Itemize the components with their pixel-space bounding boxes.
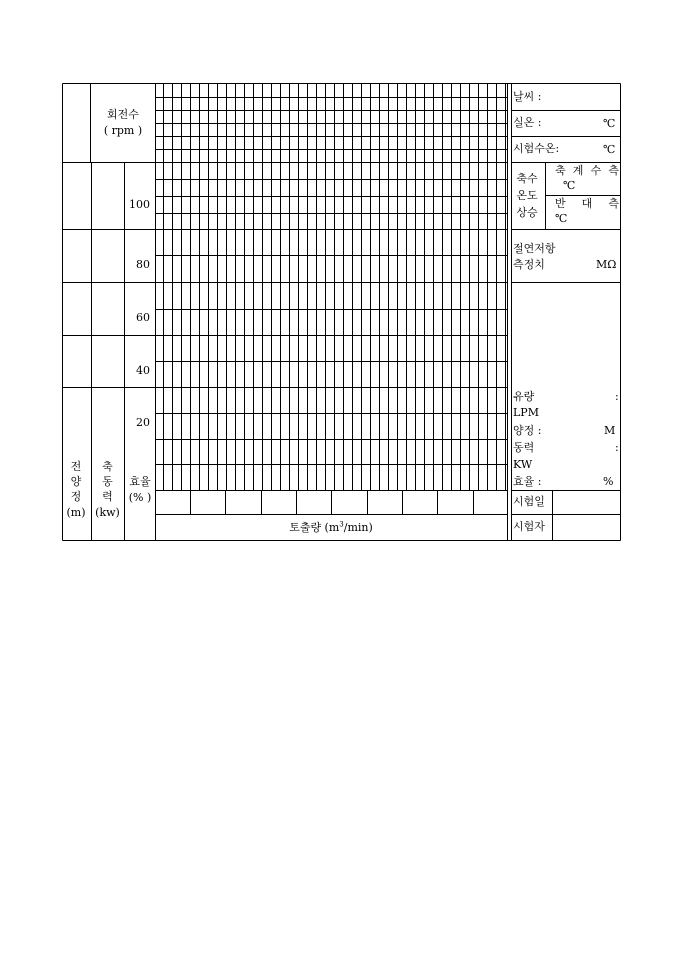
shaft-power-unit: (kw) xyxy=(95,506,120,519)
flow-label: 유량 xyxy=(513,390,535,403)
rpm-title: 회전수 xyxy=(107,108,139,121)
bearing-gauge-char-4: 측 xyxy=(608,164,619,177)
total-head-unit: (m) xyxy=(66,506,86,519)
rpm-unit: ( rpm ) xyxy=(103,124,143,137)
insulation-unit: MΩ xyxy=(596,258,617,271)
test-date-label: 시험일 xyxy=(513,495,545,508)
insulation-title: 절연저항 xyxy=(513,242,556,255)
efficiency-unit: (% ) xyxy=(128,491,152,504)
head-unit: M xyxy=(604,424,616,437)
flow-unit: LPM xyxy=(513,406,539,419)
insulation-value-label: 측정치 xyxy=(513,258,545,271)
bearing-opposite-unit: ℃ xyxy=(555,212,568,225)
bearing-label-3: 상승 xyxy=(516,206,538,219)
percent-tick-20: 20 xyxy=(136,416,150,429)
shaft-power-char-1: 축 xyxy=(102,460,113,473)
bearing-gauge-char-2: 계 xyxy=(572,164,584,177)
discharge-rest: /min) xyxy=(343,521,373,534)
discharge-axis-label xyxy=(155,521,507,534)
bearing-gauge-unit: ℃ xyxy=(563,179,576,192)
discharge-sup: 3 xyxy=(339,520,344,529)
total-head-char-3: 정 xyxy=(70,490,82,503)
bearing-label-2: 온도 xyxy=(516,189,538,202)
room-temp-unit: ℃ xyxy=(603,117,616,130)
bearing-opposite-char-1: 반 xyxy=(555,197,566,210)
bearing-label-1: 축수 xyxy=(516,172,538,185)
bearing-gauge-side xyxy=(555,164,619,177)
discharge-label: 토출량 (m xyxy=(289,521,340,534)
shaft-power-char-3: 력 xyxy=(102,490,113,503)
room-temp-label: 실온 : xyxy=(513,116,542,129)
efficiency-label: 효율 xyxy=(129,475,151,488)
power-colon: : xyxy=(615,441,619,454)
bearing-opposite-side xyxy=(555,197,619,210)
power-unit: KW xyxy=(513,458,533,471)
percent-tick-60: 60 xyxy=(136,311,150,324)
efficiency-info-label: 효율 : xyxy=(513,475,542,488)
percent-tick-100: 100 xyxy=(129,198,150,211)
total-head-char-1: 전 xyxy=(70,460,82,473)
head-label: 양정 : xyxy=(513,424,542,437)
percent-tick-40: 40 xyxy=(136,364,150,377)
test-water-temp-label: 시험수온: xyxy=(513,142,560,155)
percent-tick-80: 80 xyxy=(136,258,150,271)
bearing-opposite-char-3: 측 xyxy=(608,197,619,210)
flow-colon: : xyxy=(615,390,619,403)
shaft-power-char-2: 동 xyxy=(102,475,113,488)
bearing-gauge-char-1: 축 xyxy=(555,164,566,177)
tester-label: 시험자 xyxy=(513,520,545,533)
weather-label: 날씨 : xyxy=(513,90,542,103)
test-water-temp-unit: ℃ xyxy=(603,143,616,156)
bearing-opposite-char-2: 대 xyxy=(581,197,593,210)
power-label: 동력 xyxy=(513,441,535,454)
total-head-char-2: 양 xyxy=(70,475,82,488)
efficiency-info-unit: % xyxy=(603,475,614,488)
bearing-gauge-char-3: 수 xyxy=(590,164,602,177)
